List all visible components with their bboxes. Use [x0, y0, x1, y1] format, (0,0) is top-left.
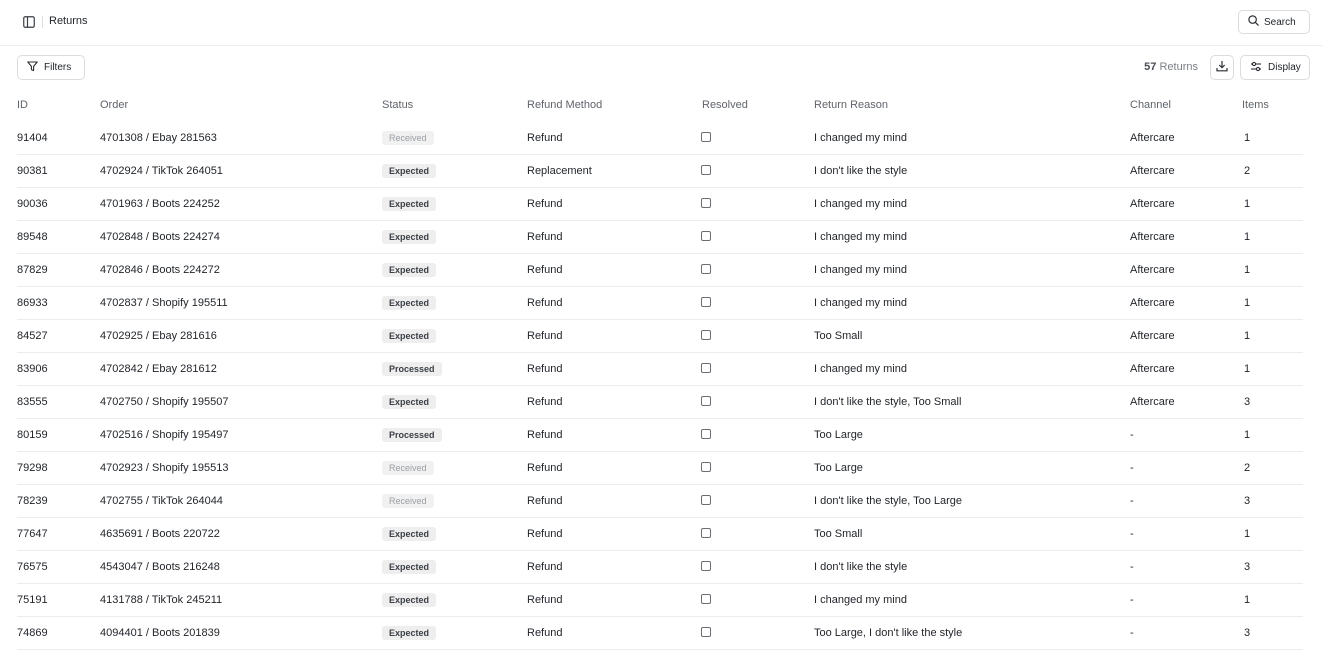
status-badge: Expected: [382, 527, 436, 541]
cell-refund-method: Refund: [527, 363, 563, 375]
cell-refund-method: Replacement: [527, 165, 592, 177]
cell-items: 1: [1244, 429, 1251, 441]
table-row[interactable]: [17, 320, 1303, 353]
cell-items: 1: [1244, 264, 1251, 276]
search-icon: [1248, 15, 1259, 29]
download-button[interactable]: [1210, 55, 1234, 80]
cell-items: 2: [1244, 165, 1251, 177]
cell-items: 3: [1244, 561, 1251, 573]
table-row[interactable]: [17, 353, 1303, 386]
cell-channel: Aftercare: [1130, 264, 1175, 276]
cell-order: 4702516 / Shopify 195497: [100, 429, 229, 441]
column-header-items[interactable]: Items: [1242, 99, 1269, 111]
search-label: Search: [1264, 16, 1296, 28]
column-header-order[interactable]: Order: [100, 99, 129, 111]
status-badge: Expected: [382, 230, 436, 244]
cell-refund-method: Refund: [527, 231, 563, 243]
table-row[interactable]: [17, 386, 1303, 419]
cell-order: 4702924 / TikTok 264051: [100, 165, 223, 177]
cell-return-reason: I don't like the style, Too Large: [814, 495, 963, 507]
cell-order: 4702846 / Boots 224272: [100, 264, 220, 276]
cell-refund-method: Refund: [527, 429, 563, 441]
cell-return-reason: I changed my mind: [814, 132, 907, 144]
table-row[interactable]: [17, 122, 1303, 155]
cell-channel: -: [1130, 627, 1134, 639]
cell-id: 84527: [17, 330, 48, 342]
resolved-checkbox[interactable]: [701, 363, 711, 373]
status-badge: Expected: [382, 197, 436, 211]
resolved-checkbox[interactable]: [701, 330, 711, 340]
cell-id: 75191: [17, 594, 48, 606]
returns-count: [1144, 61, 1198, 73]
cell-channel: -: [1130, 495, 1134, 507]
cell-return-reason: I don't like the style, Too Small: [814, 396, 962, 408]
status-badge: Processed: [382, 428, 442, 442]
cell-order: 4702837 / Shopify 195511: [100, 297, 228, 309]
resolved-checkbox[interactable]: [701, 396, 711, 406]
column-header-refund-method[interactable]: Refund Method: [527, 99, 603, 111]
cell-channel: Aftercare: [1130, 297, 1175, 309]
cell-items: 3: [1244, 495, 1251, 507]
status-badge: Expected: [382, 593, 436, 607]
sidebar-toggle-icon[interactable]: [20, 13, 38, 31]
returns-count-value: 57: [1144, 61, 1157, 73]
resolved-checkbox[interactable]: [701, 627, 711, 637]
status-badge: Expected: [382, 560, 436, 574]
resolved-checkbox[interactable]: [701, 561, 711, 571]
table-row[interactable]: [17, 287, 1303, 320]
cell-channel: Aftercare: [1130, 165, 1175, 177]
resolved-checkbox[interactable]: [701, 132, 711, 142]
column-header-resolved[interactable]: Resolved: [702, 99, 748, 111]
cell-refund-method: Refund: [527, 396, 563, 408]
cell-refund-method: Refund: [527, 594, 563, 606]
resolved-checkbox[interactable]: [701, 594, 711, 604]
cell-refund-method: Refund: [527, 264, 563, 276]
cell-id: 83555: [17, 396, 48, 408]
filters-label: Filters: [44, 62, 72, 73]
table-row[interactable]: [17, 518, 1303, 551]
cell-id: 76575: [17, 561, 48, 573]
cell-refund-method: Refund: [527, 198, 563, 210]
cell-order: 4702925 / Ebay 281616: [100, 330, 217, 342]
cell-order: 4702923 / Shopify 195513: [100, 462, 229, 474]
cell-return-reason: Too Large: [814, 429, 863, 441]
resolved-checkbox[interactable]: [701, 462, 711, 472]
cell-return-reason: I changed my mind: [814, 297, 907, 309]
filters-button[interactable]: [17, 55, 85, 80]
cell-refund-method: Refund: [527, 462, 563, 474]
resolved-checkbox[interactable]: [701, 495, 711, 505]
status-badge: Received: [382, 494, 434, 508]
filter-icon: [27, 61, 38, 75]
cell-refund-method: Refund: [527, 528, 563, 540]
top-bar: [0, 0, 1323, 46]
table-row[interactable]: [17, 221, 1303, 254]
cell-refund-method: Refund: [527, 627, 563, 639]
cell-channel: Aftercare: [1130, 330, 1175, 342]
cell-order: 4702750 / Shopify 195507: [100, 396, 229, 408]
toolbar: [0, 55, 1323, 81]
cell-return-reason: Too Small: [814, 330, 863, 342]
cell-id: 91404: [17, 132, 48, 144]
table-header: [17, 89, 1303, 122]
status-badge: Received: [382, 461, 434, 475]
cell-items: 1: [1244, 132, 1251, 144]
cell-channel: Aftercare: [1130, 198, 1175, 210]
page-title: Returns: [49, 15, 88, 27]
resolved-checkbox[interactable]: [701, 264, 711, 274]
cell-items: 1: [1244, 594, 1251, 606]
column-header-channel[interactable]: Channel: [1130, 99, 1171, 111]
cell-return-reason: I don't like the style: [814, 165, 908, 177]
cell-id: 87829: [17, 264, 48, 276]
cell-order: 4131788 / TikTok 245211: [100, 594, 223, 606]
download-icon: [1216, 60, 1228, 75]
cell-channel: -: [1130, 528, 1134, 540]
resolved-checkbox[interactable]: [701, 198, 711, 208]
cell-order: 4635691 / Boots 220722: [100, 528, 220, 540]
status-badge: Expected: [382, 329, 436, 343]
cell-id: 77647: [17, 528, 48, 540]
status-badge: Expected: [382, 296, 436, 310]
table-row[interactable]: [17, 551, 1303, 584]
cell-items: 1: [1244, 528, 1251, 540]
cell-return-reason: I changed my mind: [814, 231, 907, 243]
table-row[interactable]: [17, 452, 1303, 485]
cell-id: 90381: [17, 165, 48, 177]
cell-items: 1: [1244, 198, 1251, 210]
cell-refund-method: Refund: [527, 495, 563, 507]
status-badge: Received: [382, 131, 434, 145]
table-row[interactable]: [17, 584, 1303, 617]
cell-channel: -: [1130, 462, 1134, 474]
cell-channel: -: [1130, 429, 1134, 441]
status-badge: Processed: [382, 362, 442, 376]
cell-items: 2: [1244, 462, 1251, 474]
table-row[interactable]: [17, 155, 1303, 188]
column-header-id[interactable]: ID: [17, 99, 28, 111]
cell-channel: -: [1130, 594, 1134, 606]
cell-items: 1: [1244, 363, 1251, 375]
status-badge: Expected: [382, 164, 436, 178]
cell-order: 4094401 / Boots 201839: [100, 627, 220, 639]
cell-channel: -: [1130, 561, 1134, 573]
cell-items: 3: [1244, 396, 1251, 408]
sliders-icon: [1250, 61, 1262, 75]
table-row[interactable]: [17, 485, 1303, 518]
column-header-return-reason[interactable]: Return Reason: [814, 99, 888, 111]
resolved-checkbox[interactable]: [701, 528, 711, 538]
cell-items: 1: [1244, 330, 1251, 342]
cell-refund-method: Refund: [527, 330, 563, 342]
cell-order: 4702848 / Boots 224274: [100, 231, 220, 243]
resolved-checkbox[interactable]: [701, 297, 711, 307]
cell-order: 4702842 / Ebay 281612: [100, 363, 217, 375]
cell-return-reason: I changed my mind: [814, 264, 907, 276]
cell-order: 4543047 / Boots 216248: [100, 561, 220, 573]
table-row[interactable]: [17, 419, 1303, 452]
table-row[interactable]: [17, 254, 1303, 287]
cell-return-reason: Too Large, I don't like the style: [814, 627, 963, 639]
cell-id: 89548: [17, 231, 48, 243]
cell-return-reason: I don't like the style: [814, 561, 908, 573]
cell-id: 86933: [17, 297, 48, 309]
returns-count-label: Returns: [1159, 61, 1198, 73]
cell-id: 90036: [17, 198, 48, 210]
status-badge: Expected: [382, 626, 436, 640]
cell-order: 4701308 / Ebay 281563: [100, 132, 217, 144]
cell-return-reason: Too Large: [814, 462, 863, 474]
cell-return-reason: I changed my mind: [814, 594, 907, 606]
cell-items: 1: [1244, 231, 1251, 243]
status-badge: Expected: [382, 263, 436, 277]
cell-items: 3: [1244, 627, 1251, 639]
cell-return-reason: I changed my mind: [814, 198, 907, 210]
cell-channel: Aftercare: [1130, 363, 1175, 375]
status-badge: Expected: [382, 395, 436, 409]
cell-id: 78239: [17, 495, 48, 507]
table-row[interactable]: [17, 617, 1303, 650]
resolved-checkbox[interactable]: [701, 165, 711, 175]
cell-return-reason: Too Small: [814, 528, 863, 540]
resolved-checkbox[interactable]: [701, 231, 711, 241]
cell-channel: Aftercare: [1130, 396, 1175, 408]
table-row[interactable]: [17, 188, 1303, 221]
returns-table: [17, 89, 1303, 650]
cell-id: 74869: [17, 627, 48, 639]
cell-refund-method: Refund: [527, 561, 563, 573]
cell-return-reason: I changed my mind: [814, 363, 907, 375]
resolved-checkbox[interactable]: [701, 429, 711, 439]
column-header-status[interactable]: Status: [382, 99, 414, 111]
display-button[interactable]: [1240, 55, 1310, 80]
display-label: Display: [1268, 62, 1301, 73]
cell-order: 4702755 / TikTok 264044: [100, 495, 223, 507]
cell-id: 79298: [17, 462, 48, 474]
cell-channel: Aftercare: [1130, 132, 1175, 144]
cell-order: 4701963 / Boots 224252: [100, 198, 220, 210]
cell-channel: Aftercare: [1130, 231, 1175, 243]
cell-refund-method: Refund: [527, 297, 563, 309]
cell-id: 80159: [17, 429, 48, 441]
table-body: [17, 122, 1303, 650]
cell-refund-method: Refund: [527, 132, 563, 144]
header-divider: [42, 16, 43, 28]
search-button[interactable]: [1238, 10, 1310, 34]
cell-id: 83906: [17, 363, 48, 375]
cell-items: 1: [1244, 297, 1251, 309]
